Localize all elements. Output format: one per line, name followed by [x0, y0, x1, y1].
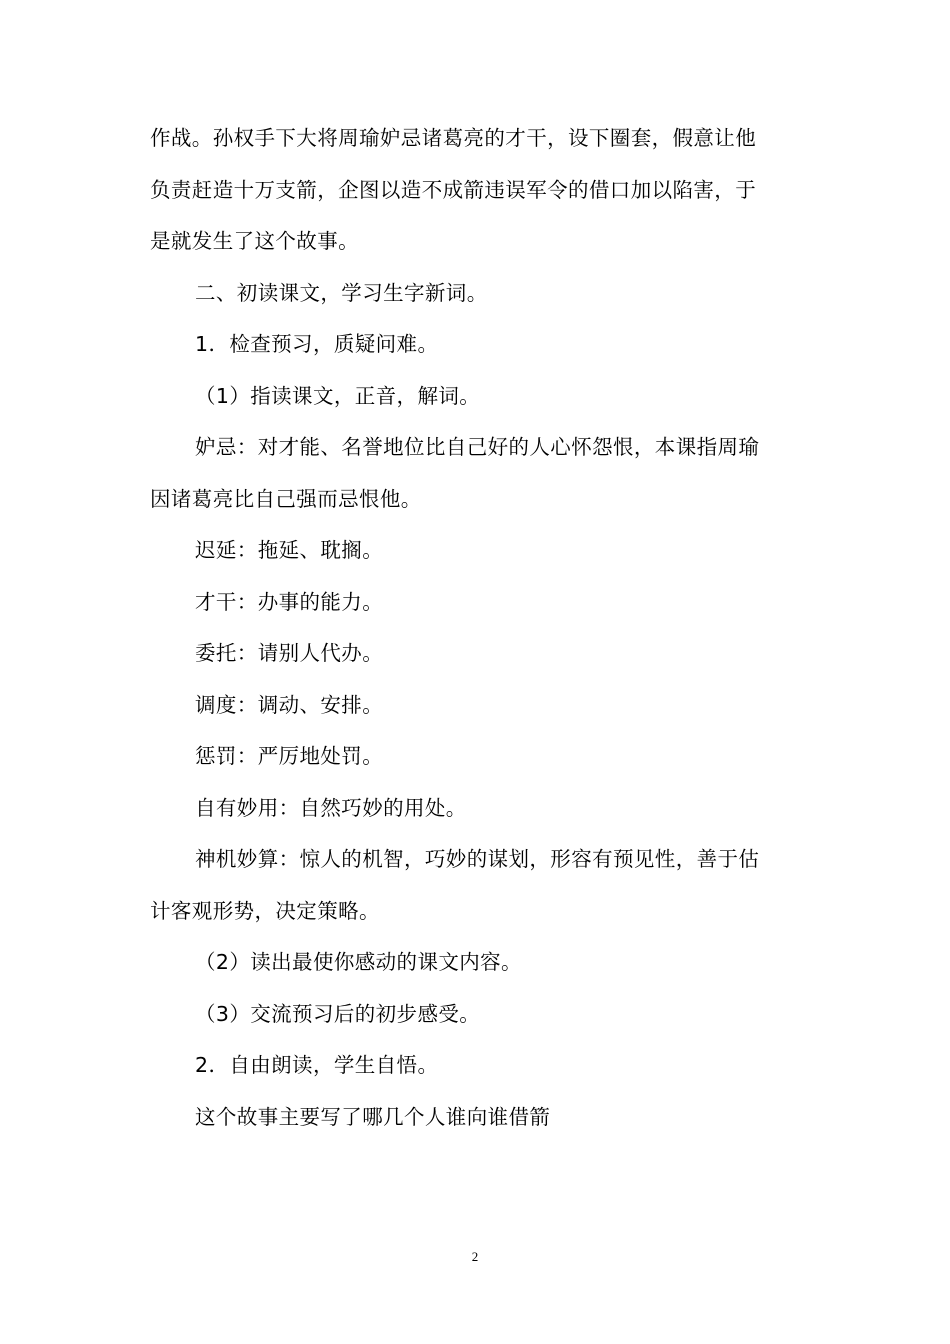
vocab-definition-continued: 因诸葛亮比自己强而忌恨他。 — [150, 486, 422, 511]
section-heading: 二、初读课文，学习生字新词。 — [195, 280, 488, 305]
sub-step-heading: （1）指读课文，正音，解词。 — [195, 383, 481, 408]
text-line: 负责赶造十万支箭，企图以造不成箭违误军令的借口加以陷害，于 — [150, 177, 757, 202]
step-heading: 1．检查预习，质疑问难。 — [195, 332, 439, 356]
vocab-definition: 惩罚：严厉地处罚。 — [195, 744, 384, 768]
sub-step-heading: （2）读出最使你感动的课文内容。 — [195, 950, 522, 974]
sub-step-heading: （3）交流预习后的初步感受。 — [195, 1001, 481, 1026]
page-number: 2 — [471, 1249, 479, 1264]
vocab-definition: 委托：请别人代办。 — [195, 641, 384, 665]
text-line: 是就发生了这个故事。 — [150, 229, 359, 253]
vocab-definition: 迟延：拖延、耽搁。 — [195, 538, 384, 562]
vocab-definition: 妒忌：对才能、名誉地位比自己好的人心怀怨恨，本课指周瑜 — [195, 435, 760, 459]
step-heading: 2．自由朗读，学生自悟。 — [195, 1053, 439, 1077]
vocab-definition-continued: 计客观形势，决定策略。 — [150, 898, 380, 923]
vocab-definition: 调度：调动、安排。 — [195, 692, 384, 717]
document-body — [150, 113, 800, 1143]
vocab-definition: 神机妙算：惊人的机智，巧妙的谋划，形容有预见性，善于估 — [195, 847, 760, 871]
question-text: 这个故事主要写了哪几个人谁向谁借箭 — [195, 1104, 551, 1129]
vocab-definition: 才干：办事的能力。 — [195, 589, 384, 614]
text-line: 作战。孙权手下大将周瑜妒忌诸葛亮的才干，设下圈套，假意让他 — [150, 126, 757, 150]
vocab-definition: 自有妙用：自然巧妙的用处。 — [195, 795, 467, 820]
